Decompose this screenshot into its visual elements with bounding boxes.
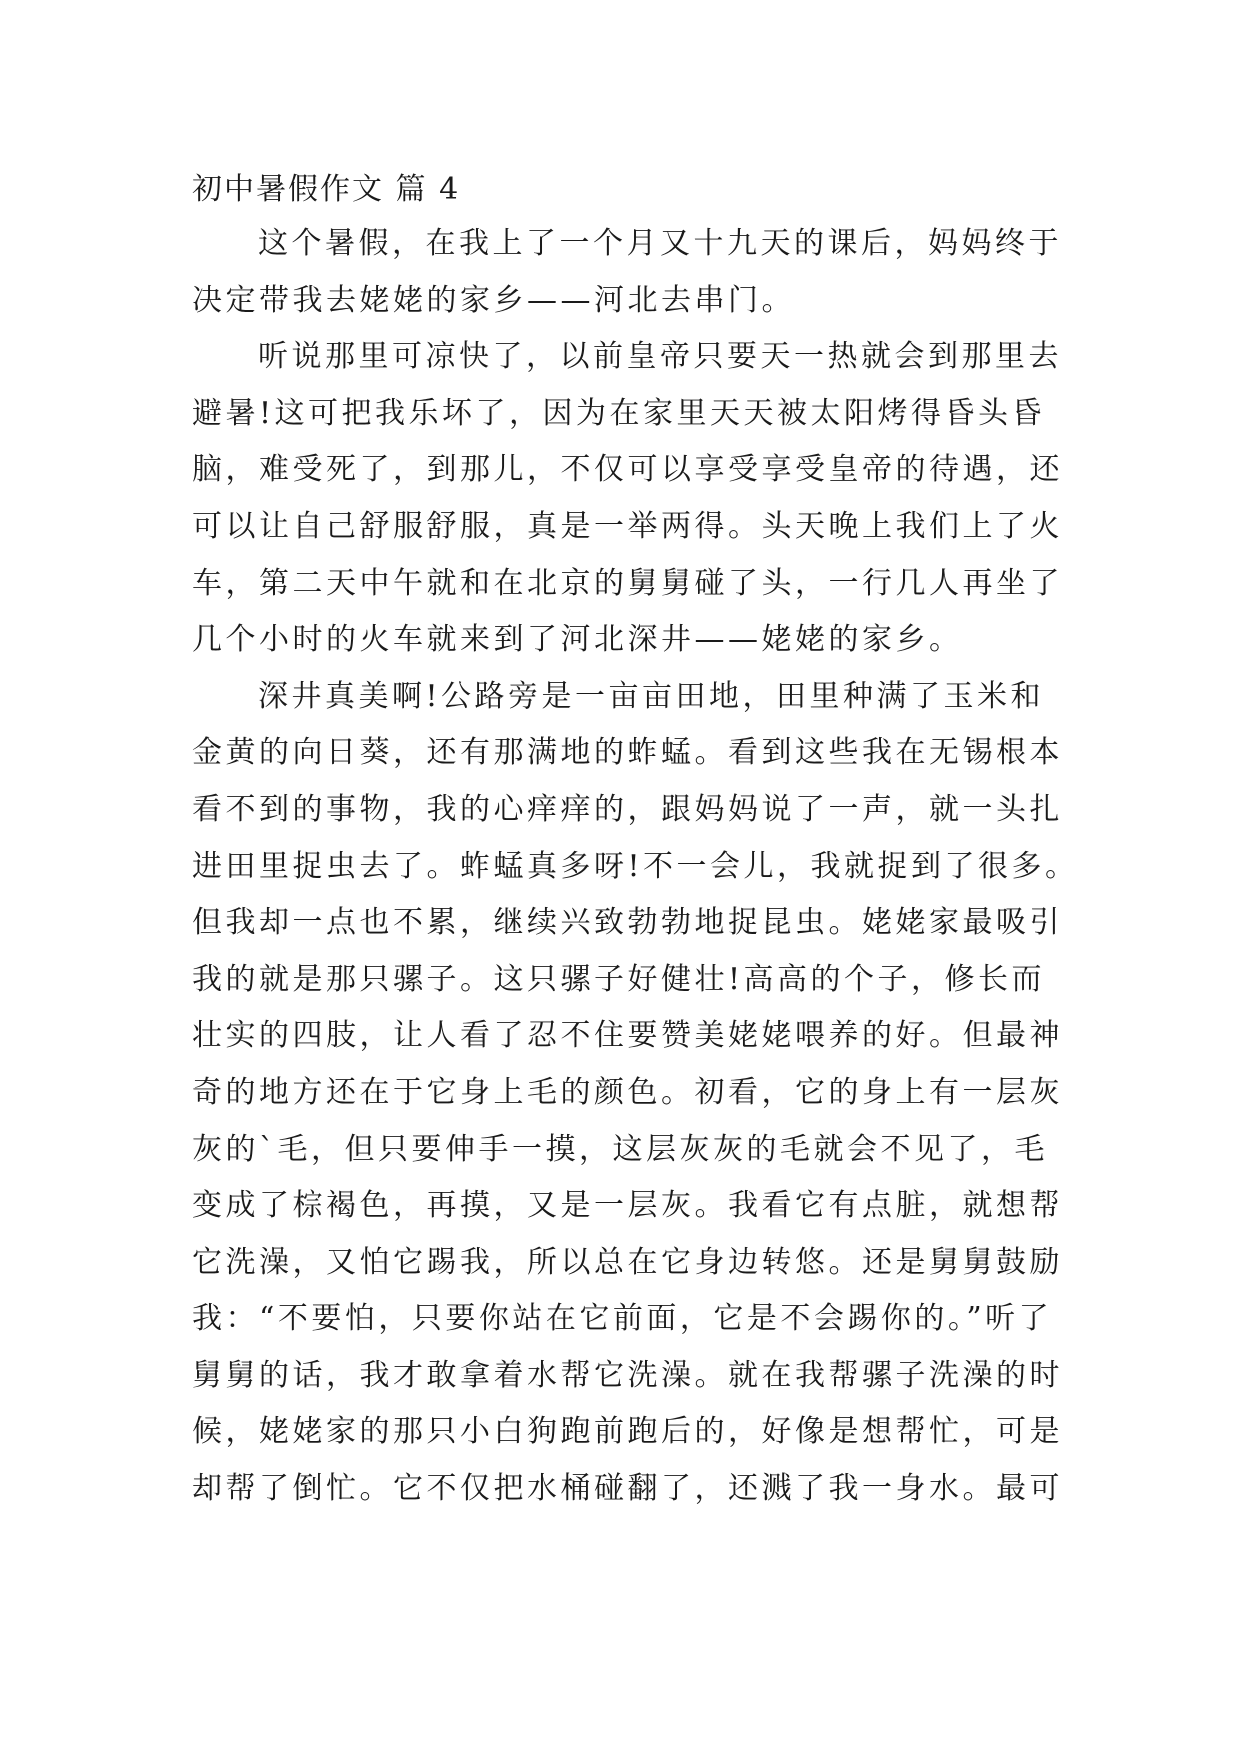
text-line: 我的就是那只骡子。这只骡子好健壮!高高的个子，修长而 <box>192 961 1046 997</box>
text-line: 车，第二天中午就和在北京的舅舅碰了头，一行几人再坐了 <box>192 565 1063 601</box>
text-line: 奇的地方还在于它身上毛的颜色。初看，它的身上有一层灰 <box>192 1074 1063 1110</box>
text-line: 却帮了倒忙。它不仅把水桶碰翻了，还溅了我一身水。最可 <box>192 1471 1063 1507</box>
text-line: 避暑!这可把我乐坏了，因为在家里天天被太阳烤得昏头昏 <box>192 395 1046 431</box>
text-line: 舅舅的话，我才敢拿着水帮它洗澡。就在我帮骡子洗澡的时 <box>192 1357 1063 1393</box>
text-line: 但我却一点也不累，继续兴致勃勃地捉昆虫。姥姥家最吸引 <box>192 905 1063 941</box>
text-line: 深井真美啊!公路旁是一亩亩田地，田里种满了玉米和 <box>258 678 1045 714</box>
text-line: 脑，难受死了，到那儿，不仅可以享受享受皇帝的待遇，还 <box>192 452 1063 488</box>
text-line: 这个暑假，在我上了一个月又十九天的课后，妈妈终于 <box>258 226 1062 261</box>
text-line: 它洗澡，又怕它踢我，所以总在它身边转悠。还是舅舅鼓励 <box>192 1244 1063 1280</box>
text-line: 几个小时的火车就来到了河北深井——姥姥的家乡。 <box>192 622 963 658</box>
text-line: 看不到的事物，我的心痒痒的，跟妈妈说了一声，就一头扎 <box>192 791 1063 827</box>
document-body <box>192 216 1092 1518</box>
text-line: 听说那里可凉快了，以前皇帝只要天一热就会到那里去 <box>258 339 1062 375</box>
paragraph-1 <box>192 216 1092 329</box>
document-title: 初中暑假作文 篇 4 <box>192 172 461 207</box>
paragraph-2 <box>192 329 1092 669</box>
text-line: 变成了棕褐色，再摸，又是一层灰。我看它有点脏，就想帮 <box>192 1188 1063 1224</box>
text-line: 灰的`毛，但只要伸手一摸，这层灰灰的毛就会不见了，毛 <box>192 1131 1048 1167</box>
text-line: 进田里捉虫去了。蚱蜢真多呀!不一会儿，我就捉到了很多。 <box>192 848 1079 884</box>
text-line: 决定带我去姥姥的家乡——河北去串门。 <box>192 282 795 318</box>
text-line: 金黄的向日葵，还有那满地的蚱蜢。看到这些我在无锡根本 <box>192 735 1063 771</box>
text-line: 壮实的四肢，让人看了忍不住要赞美姥姥喂养的好。但最神 <box>192 1018 1063 1054</box>
text-line: 候，姥姥家的那只小白狗跑前跑后的，好像是想帮忙，可是 <box>192 1414 1063 1450</box>
text-line: 我：“不要怕，只要你站在它前面，它是不会踢你的。”听了 <box>192 1301 1053 1337</box>
paragraph-3 <box>192 669 1092 1518</box>
text-line: 可以让自己舒服舒服，真是一举两得。头天晚上我们上了火 <box>192 508 1063 544</box>
